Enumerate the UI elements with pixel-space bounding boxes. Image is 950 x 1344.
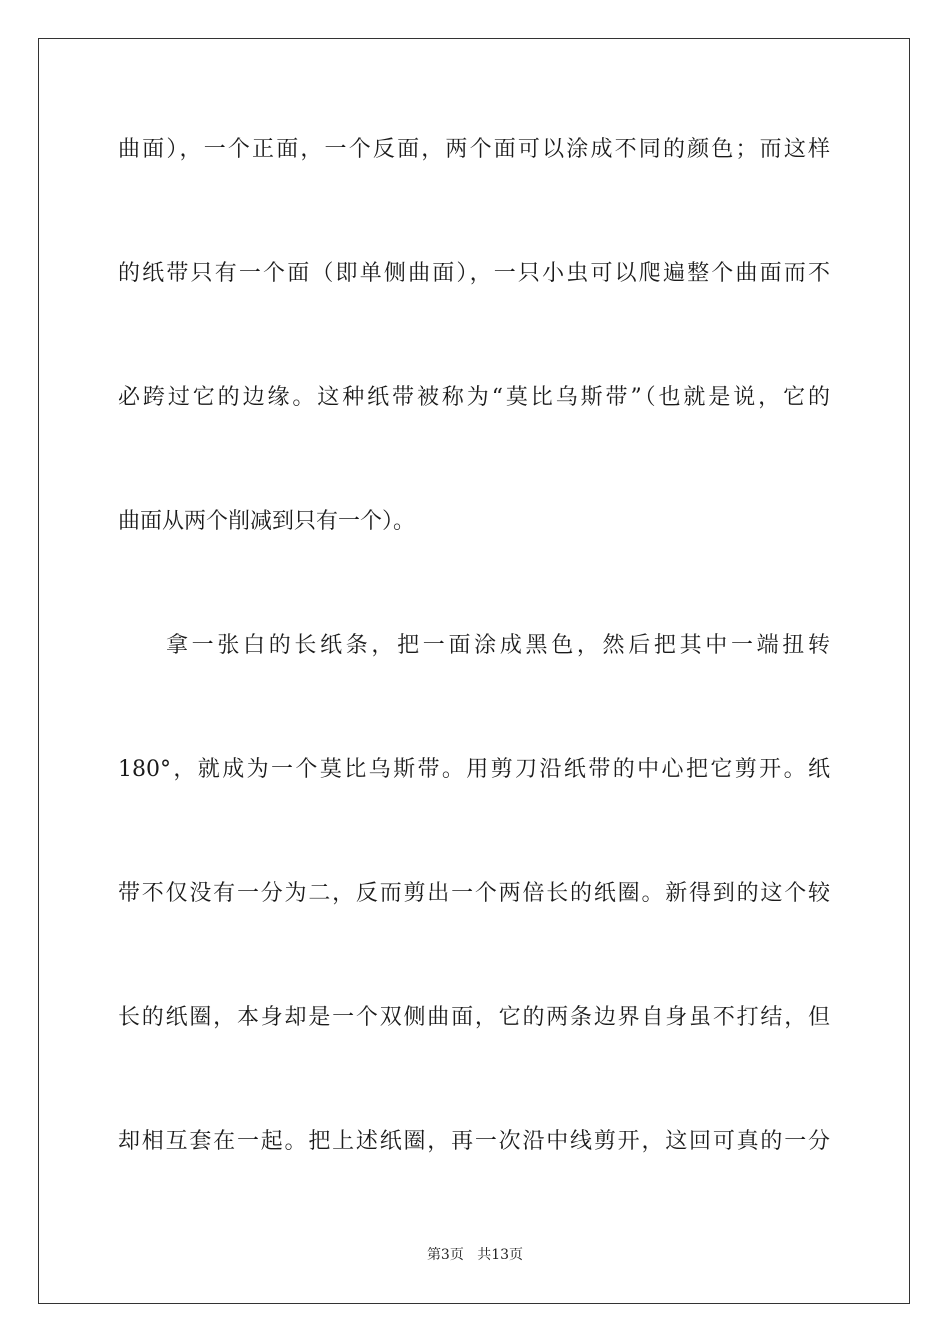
page-total: 共13页 — [477, 1247, 524, 1263]
page-border — [38, 38, 910, 1304]
paragraph-line-4: 曲面从两个削减到只有一个）。 — [118, 509, 416, 534]
paragraph-line-8: 长的纸圈，本身却是一个双侧曲面，它的两条边界自身虽不打结，但 — [118, 1005, 830, 1030]
paragraph-line-2: 的纸带只有一个面（即单侧曲面），一只小虫可以爬遍整个曲面而不 — [118, 261, 830, 286]
paragraph-line-5: 拿一张白的长纸条，把一面涂成黑色，然后把其中一端扭转 — [166, 633, 830, 658]
paragraph-line-3: 必跨过它的边缘。这种纸带被称为“莫比乌斯带”（也就是说，它的 — [118, 385, 830, 410]
paragraph-line-9: 却相互套在一起。把上述纸圈，再一次沿中线剪开，这回可真的一分 — [118, 1129, 830, 1154]
page-footer — [0, 1244, 950, 1264]
paragraph-line-7: 带不仅没有一分为二，反而剪出一个两倍长的纸圈。新得到的这个较 — [118, 881, 830, 906]
paragraph-line-6: 180°，就成为一个莫比乌斯带。用剪刀沿纸带的中心把它剪开。纸 — [118, 757, 830, 782]
paragraph-line-1: 曲面），一个正面，一个反面，两个面可以涂成不同的颜色；而这样 — [118, 137, 830, 162]
page-number: 第3页 — [426, 1247, 464, 1263]
